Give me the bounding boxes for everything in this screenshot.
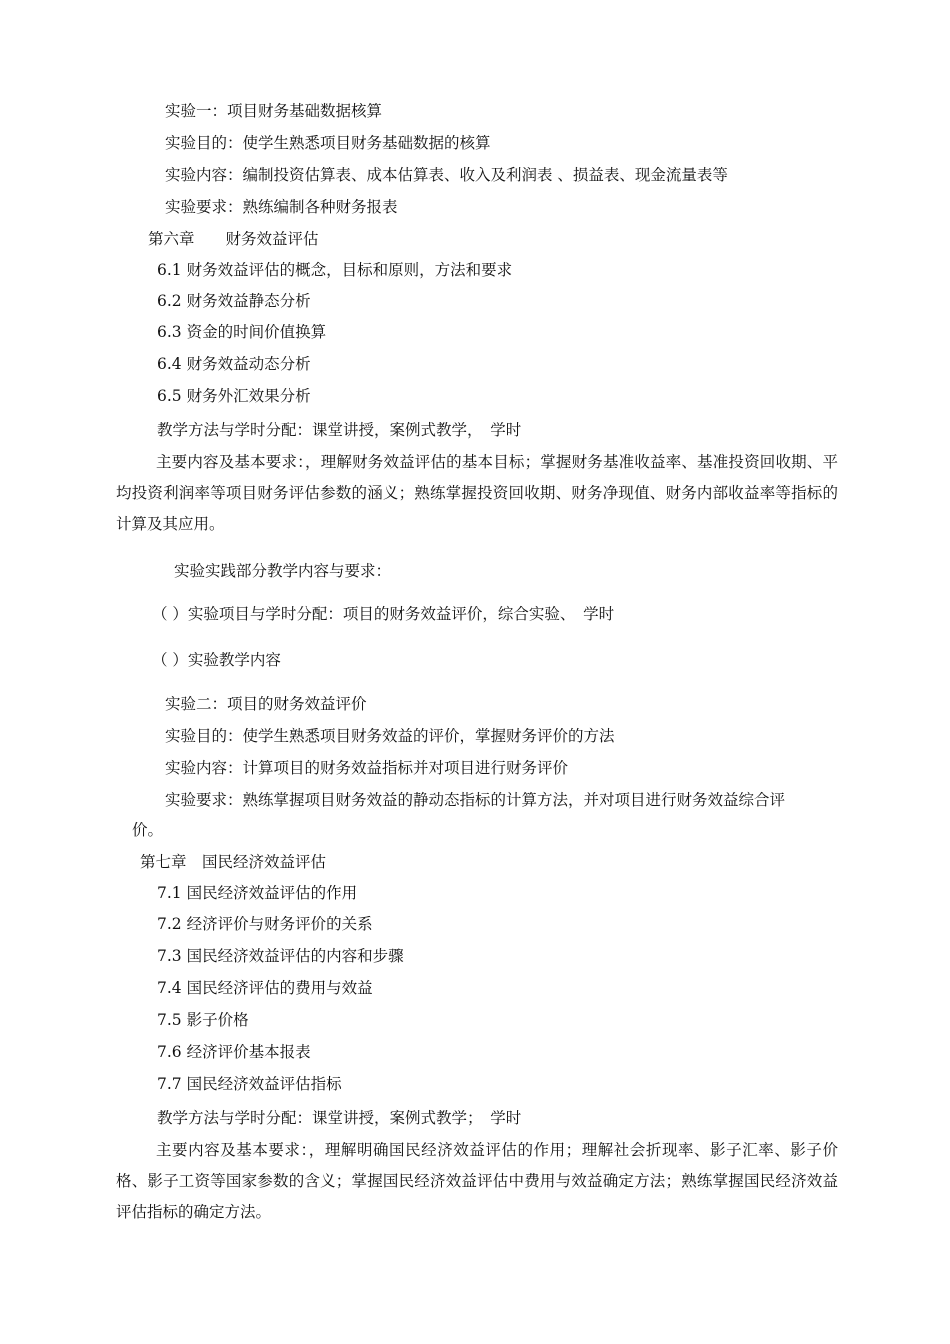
exp2-title: 实验二：项目的财务效益评价: [165, 695, 367, 713]
exp1-requirement: 实验要求：熟练编制各种财务报表: [165, 198, 398, 216]
chapter6-section: 6.3 资金的时间价值换算: [157, 323, 327, 341]
chapter6-section: 6.1 财务效益评估的概念，目标和原则，方法和要求: [157, 261, 513, 279]
practice-heading: 实验实践部分教学内容与要求：: [174, 562, 392, 580]
chapter6-section: 6.5 财务外汇效果分析: [157, 387, 311, 405]
exp2-purpose: 实验目的：使学生熟悉项目财务效益的评价，掌握财务评价的方法: [165, 727, 615, 745]
exp1-purpose: 实验目的：使学生熟悉项目财务基础数据的核算: [165, 134, 491, 152]
chapter7-section: 7.2 经济评价与财务评价的关系: [157, 915, 373, 933]
chapter7-section: 7.5 影子价格: [157, 1011, 249, 1029]
chapter7-teaching-method: 教学方法与学时分配：课堂讲授，案例式教学； 学时: [157, 1109, 522, 1127]
exp2-content: 实验内容：计算项目的财务效益指标并对项目进行财务评价: [165, 759, 569, 777]
exp1-title: 实验一：项目财务基础数据核算: [165, 102, 383, 120]
chapter7-heading: 第七章 国民经济效益评估: [140, 853, 327, 871]
chapter6-main-content: 主要内容及基本要求：，理解财务效益评估的基本目标；掌握财务基准收益率、基准投资回收期、平均投资利润率等项目财务评估参数的涵义；熟练掌握投资回收期、财务净现值、财务内部收益率等指标的计算及其应用。: [116, 453, 838, 533]
chapter6-section: 6.2 财务效益静态分析: [157, 292, 311, 310]
chapter6-teaching-method: 教学方法与学时分配：课堂讲授，案例式教学， 学时: [157, 421, 522, 439]
chapter7-section: 7.4 国民经济评估的费用与效益: [157, 979, 373, 997]
practice-item-content: （ ）实验教学内容: [152, 651, 281, 669]
chapter7-section: 7.1 国民经济效益评估的作用: [157, 884, 358, 902]
chapter7-section: 7.3 国民经济效益评估的内容和步骤: [157, 947, 404, 965]
chapter6-section: 6.4 财务效益动态分析: [157, 355, 311, 373]
chapter7-section: 7.7 国民经济效益评估指标: [157, 1075, 342, 1093]
chapter7-section: 7.6 经济评价基本报表: [157, 1043, 311, 1061]
chapter7-main-content: 主要内容及基本要求：，理解明确国民经济效益评估的作用；理解社会折现率、影子汇率、影子价格、影子工资等国家参数的含义；掌握国民经济效益评估中费用与效益确定方法；熟练掌握国民经济效益评估指标的确定方法。: [116, 1141, 838, 1221]
practice-item-allocation: （ ）实验项目与学时分配：项目的财务效益评价，综合实验、 学时: [152, 605, 615, 623]
exp2-requirement-continued: 价。: [132, 821, 164, 839]
exp2-requirement: 实验要求：熟练掌握项目财务效益的静动态指标的计算方法，并对项目进行财务效益综合评: [165, 791, 786, 809]
chapter6-heading: 第六章 财务效益评估: [148, 230, 319, 248]
exp1-content: 实验内容：编制投资估算表、成本估算表、收入及利润表 、损益表、现金流量表等: [165, 166, 728, 184]
